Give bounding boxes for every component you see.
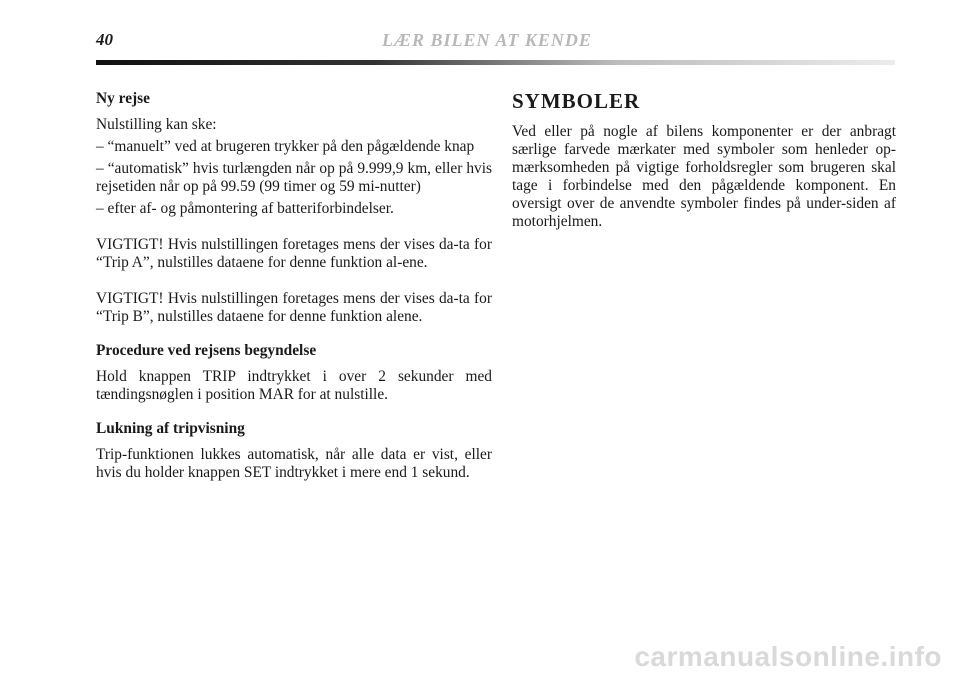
vigtigt-trip-b: VIGTIGT! Hvis nulstillingen foretages mens der vises da-ta for “Trip B”, nulstilles dataene for denne funktion alene. bbox=[96, 290, 492, 325]
spacer bbox=[96, 330, 492, 342]
spacer bbox=[96, 222, 492, 236]
item-automatisk: – “automatisk” hvis turlængden når op på 9.999,9 km, eller hvis rejsetiden når op på 99.59 (99 timer og 59 mi-nutter) bbox=[96, 160, 492, 195]
item-batteri: – efter af- og påmontering af batteriforbindelser. bbox=[96, 200, 394, 217]
ny-rejse-heading: Ny rejse bbox=[96, 90, 150, 107]
procedure-heading: Procedure ved rejsens begyndelse bbox=[96, 342, 317, 359]
header-rule bbox=[96, 60, 895, 65]
symboler-heading: SYMBOLER bbox=[512, 89, 641, 113]
lukning-text: Trip-funktionen lukkes automatisk, når alle data er vist, eller hvis du holder knappen SET indtrykket i mere end 1 sekund. bbox=[96, 446, 492, 481]
watermark: carmanualsonline.info bbox=[634, 641, 942, 672]
spacer bbox=[96, 408, 492, 420]
nulstilling-intro: Nulstilling kan ske: bbox=[96, 116, 217, 133]
symboler-text: Ved eller på nogle af bilens komponenter er der anbragt særlige farvede mærkater med symboler som henleder op-mærksomheden på vigtige forholdsregler som brugeren skal tage i forbindelse med den pågældende komponent. En oversigt over de anvendte symboler findes på under-siden af motorhjelmen. bbox=[512, 123, 896, 230]
vigtigt-trip-a: VIGTIGT! Hvis nulstillingen foretages mens der vises da-ta for “Trip A”, nulstilles dataene for denne funktion al-ene. bbox=[96, 236, 492, 271]
running-head: LÆR BILEN AT KENDE bbox=[382, 30, 592, 50]
lukning-heading: Lukning af tripvisning bbox=[96, 420, 245, 437]
item-manuelt: – “manuelt” ved at brugeren trykker på den pågældende knap bbox=[96, 138, 475, 155]
left-column bbox=[96, 90, 492, 486]
page-number: 40 bbox=[96, 30, 113, 49]
procedure-text: Hold knappen TRIP indtrykket i over 2 sekunder med tændingsnøglen i position MAR for at nulstille. bbox=[96, 368, 492, 403]
right-column bbox=[512, 90, 896, 235]
spacer bbox=[96, 276, 492, 290]
